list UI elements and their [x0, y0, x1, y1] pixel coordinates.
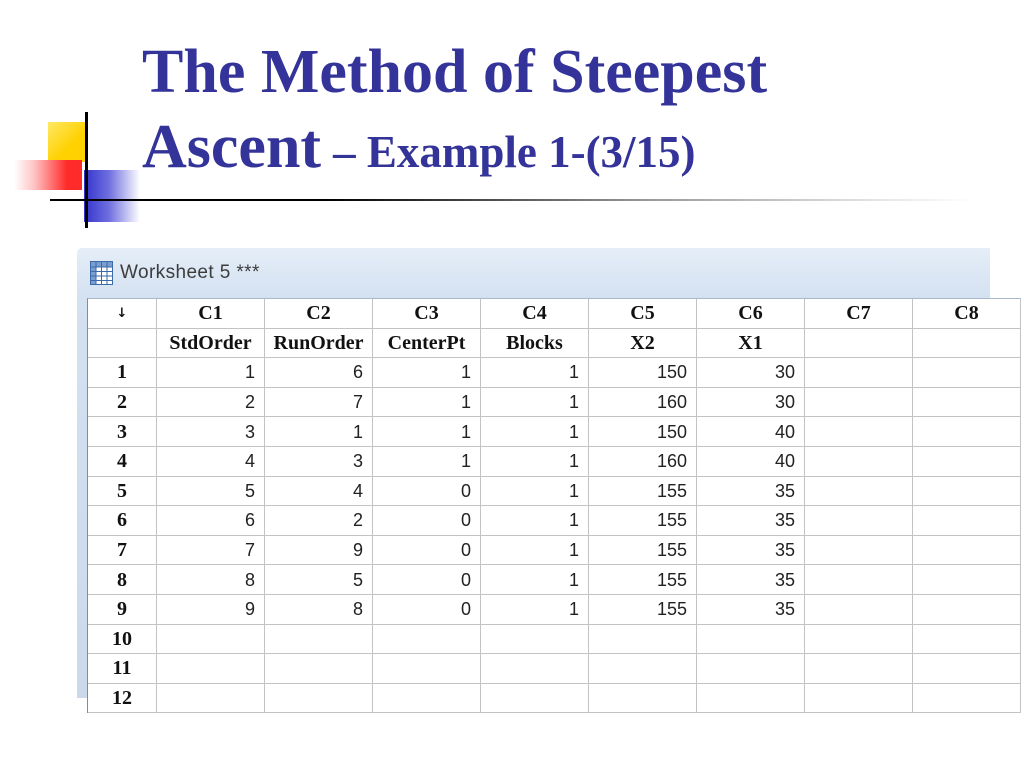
data-cell[interactable] — [805, 447, 913, 477]
column-name-cell[interactable] — [805, 329, 913, 359]
data-cell[interactable] — [373, 654, 481, 684]
data-cell[interactable] — [373, 684, 481, 714]
column-header-c5[interactable]: C5 — [589, 299, 697, 329]
data-cell[interactable] — [805, 565, 913, 595]
data-cell[interactable] — [481, 684, 589, 714]
data-cell[interactable]: 9 — [265, 536, 373, 566]
data-cell[interactable] — [913, 625, 1021, 655]
data-cell[interactable]: 1 — [481, 536, 589, 566]
logo-vertical-line — [85, 112, 88, 228]
data-cell[interactable]: 1 — [481, 358, 589, 388]
data-cell[interactable]: 4 — [157, 447, 265, 477]
data-cell[interactable]: 1 — [481, 565, 589, 595]
column-name-cell[interactable]: X1 — [697, 329, 805, 359]
data-cell[interactable]: 1 — [265, 417, 373, 447]
data-cell[interactable]: 1 — [373, 447, 481, 477]
data-cell[interactable]: 30 — [697, 388, 805, 418]
column-header-c2[interactable]: C2 — [265, 299, 373, 329]
data-cell[interactable]: 3 — [265, 447, 373, 477]
worksheet-grid-icon — [90, 261, 113, 285]
row-header[interactable]: 7 — [88, 536, 157, 566]
data-cell[interactable]: 9 — [157, 595, 265, 625]
data-cell[interactable]: 7 — [265, 388, 373, 418]
data-cell[interactable]: 1 — [373, 358, 481, 388]
column-header-c6[interactable]: C6 — [697, 299, 805, 329]
data-cell[interactable]: 0 — [373, 477, 481, 507]
data-cell[interactable]: 1 — [481, 447, 589, 477]
data-cell[interactable]: 35 — [697, 595, 805, 625]
data-cell[interactable] — [805, 684, 913, 714]
row-header[interactable]: 10 — [88, 625, 157, 655]
data-cell[interactable] — [913, 595, 1021, 625]
data-cell[interactable] — [481, 654, 589, 684]
logo-red-bar — [14, 160, 82, 190]
column-header-c4[interactable]: C4 — [481, 299, 589, 329]
data-cell[interactable] — [913, 654, 1021, 684]
column-name-cell[interactable]: Blocks — [481, 329, 589, 359]
column-header-c3[interactable]: C3 — [373, 299, 481, 329]
column-header-c8[interactable]: C8 — [913, 299, 1021, 329]
worksheet-window[interactable] — [77, 248, 990, 710]
data-cell[interactable]: 1 — [481, 477, 589, 507]
data-cell[interactable] — [697, 625, 805, 655]
data-cell[interactable]: 4 — [265, 477, 373, 507]
data-cell[interactable]: 0 — [373, 506, 481, 536]
data-cell[interactable] — [697, 684, 805, 714]
logo-blue-square — [84, 170, 140, 222]
column-name-row-header — [88, 329, 157, 359]
data-cell[interactable] — [805, 417, 913, 447]
row-header[interactable]: 11 — [88, 654, 157, 684]
data-cell[interactable]: 1 — [373, 417, 481, 447]
data-cell[interactable]: 1 — [481, 388, 589, 418]
data-cell[interactable]: 150 — [589, 417, 697, 447]
data-cell[interactable] — [913, 565, 1021, 595]
column-name-cell[interactable]: StdOrder — [157, 329, 265, 359]
data-cell[interactable]: 8 — [157, 565, 265, 595]
row-header[interactable]: 12 — [88, 684, 157, 714]
data-cell[interactable]: 150 — [589, 358, 697, 388]
data-cell[interactable] — [913, 684, 1021, 714]
data-cell[interactable] — [805, 625, 913, 655]
data-cell[interactable] — [805, 388, 913, 418]
data-cell[interactable]: 35 — [697, 506, 805, 536]
data-cell[interactable] — [913, 358, 1021, 388]
data-cell[interactable]: 155 — [589, 595, 697, 625]
data-cell[interactable] — [589, 625, 697, 655]
column-name-cell[interactable] — [913, 329, 1021, 359]
slide-title-main: Ascent — [142, 113, 322, 181]
row-header[interactable]: 4 — [88, 447, 157, 477]
data-cell[interactable]: 7 — [157, 536, 265, 566]
data-cell[interactable]: 6 — [157, 506, 265, 536]
data-cell[interactable]: 160 — [589, 447, 697, 477]
data-cell[interactable] — [913, 536, 1021, 566]
data-cell[interactable]: 0 — [373, 595, 481, 625]
data-cell[interactable]: 5 — [265, 565, 373, 595]
data-cell[interactable]: 155 — [589, 477, 697, 507]
data-cell[interactable]: 35 — [697, 536, 805, 566]
data-cell[interactable] — [805, 358, 913, 388]
data-cell[interactable] — [157, 625, 265, 655]
data-cell[interactable]: 5 — [157, 477, 265, 507]
row-header[interactable]: 9 — [88, 595, 157, 625]
worksheet-title-bar[interactable] — [77, 248, 990, 298]
data-cell[interactable] — [589, 654, 697, 684]
data-cell[interactable]: 1 — [481, 506, 589, 536]
row-header[interactable]: 1 — [88, 358, 157, 388]
data-cell[interactable] — [157, 654, 265, 684]
slide-title-line-1: The Method of Steepest — [142, 38, 768, 106]
data-cell[interactable]: 35 — [697, 477, 805, 507]
worksheet-title: Worksheet 5 *** — [120, 262, 260, 283]
column-header-c7[interactable]: C7 — [805, 299, 913, 329]
row-header[interactable]: 2 — [88, 388, 157, 418]
data-cell[interactable]: 1 — [481, 595, 589, 625]
column-header-c1[interactable]: C1 — [157, 299, 265, 329]
slide-title-subtitle: – Example 1-(3/15) — [333, 127, 696, 177]
worksheet-grid[interactable] — [87, 298, 1021, 713]
data-cell[interactable]: 8 — [265, 595, 373, 625]
data-cell[interactable] — [805, 536, 913, 566]
data-cell[interactable]: 155 — [589, 565, 697, 595]
column-name-cell[interactable]: CenterPt — [373, 329, 481, 359]
logo-yellow-square — [48, 122, 86, 162]
column-name-cell[interactable]: RunOrder — [265, 329, 373, 359]
data-cell[interactable]: 1 — [481, 417, 589, 447]
data-cell[interactable] — [265, 684, 373, 714]
data-cell[interactable] — [805, 595, 913, 625]
row-header[interactable]: 6 — [88, 506, 157, 536]
data-cell[interactable] — [265, 654, 373, 684]
data-cell[interactable] — [589, 684, 697, 714]
data-cell[interactable]: 2 — [157, 388, 265, 418]
data-cell[interactable] — [805, 654, 913, 684]
data-cell[interactable]: 155 — [589, 506, 697, 536]
data-cell[interactable]: 30 — [697, 358, 805, 388]
data-cell[interactable]: 1 — [373, 388, 481, 418]
data-cell[interactable]: 0 — [373, 536, 481, 566]
data-cell[interactable]: 155 — [589, 536, 697, 566]
title-divider-line — [50, 199, 975, 201]
data-cell[interactable]: 2 — [265, 506, 373, 536]
row-header[interactable]: 8 — [88, 565, 157, 595]
slide-title-line-2 — [142, 109, 696, 190]
data-cell[interactable] — [373, 625, 481, 655]
data-cell[interactable] — [805, 477, 913, 507]
data-cell[interactable]: 40 — [697, 447, 805, 477]
row-header[interactable]: 5 — [88, 477, 157, 507]
data-cell[interactable] — [913, 417, 1021, 447]
row-header[interactable]: 3 — [88, 417, 157, 447]
data-cell[interactable] — [805, 506, 913, 536]
data-cell[interactable] — [481, 625, 589, 655]
data-cell[interactable] — [157, 684, 265, 714]
data-cell[interactable]: 35 — [697, 565, 805, 595]
entry-direction-arrow-icon[interactable]: ↓ — [88, 299, 157, 329]
data-cell[interactable] — [913, 388, 1021, 418]
data-cell[interactable]: 3 — [157, 417, 265, 447]
column-name-cell[interactable]: X2 — [589, 329, 697, 359]
data-cell[interactable]: 1 — [157, 358, 265, 388]
data-cell[interactable] — [265, 625, 373, 655]
data-cell[interactable] — [913, 506, 1021, 536]
data-cell[interactable]: 0 — [373, 565, 481, 595]
data-cell[interactable] — [913, 447, 1021, 477]
data-cell[interactable] — [697, 654, 805, 684]
data-cell[interactable] — [913, 477, 1021, 507]
data-cell[interactable]: 6 — [265, 358, 373, 388]
data-cell[interactable]: 160 — [589, 388, 697, 418]
data-cell[interactable]: 40 — [697, 417, 805, 447]
